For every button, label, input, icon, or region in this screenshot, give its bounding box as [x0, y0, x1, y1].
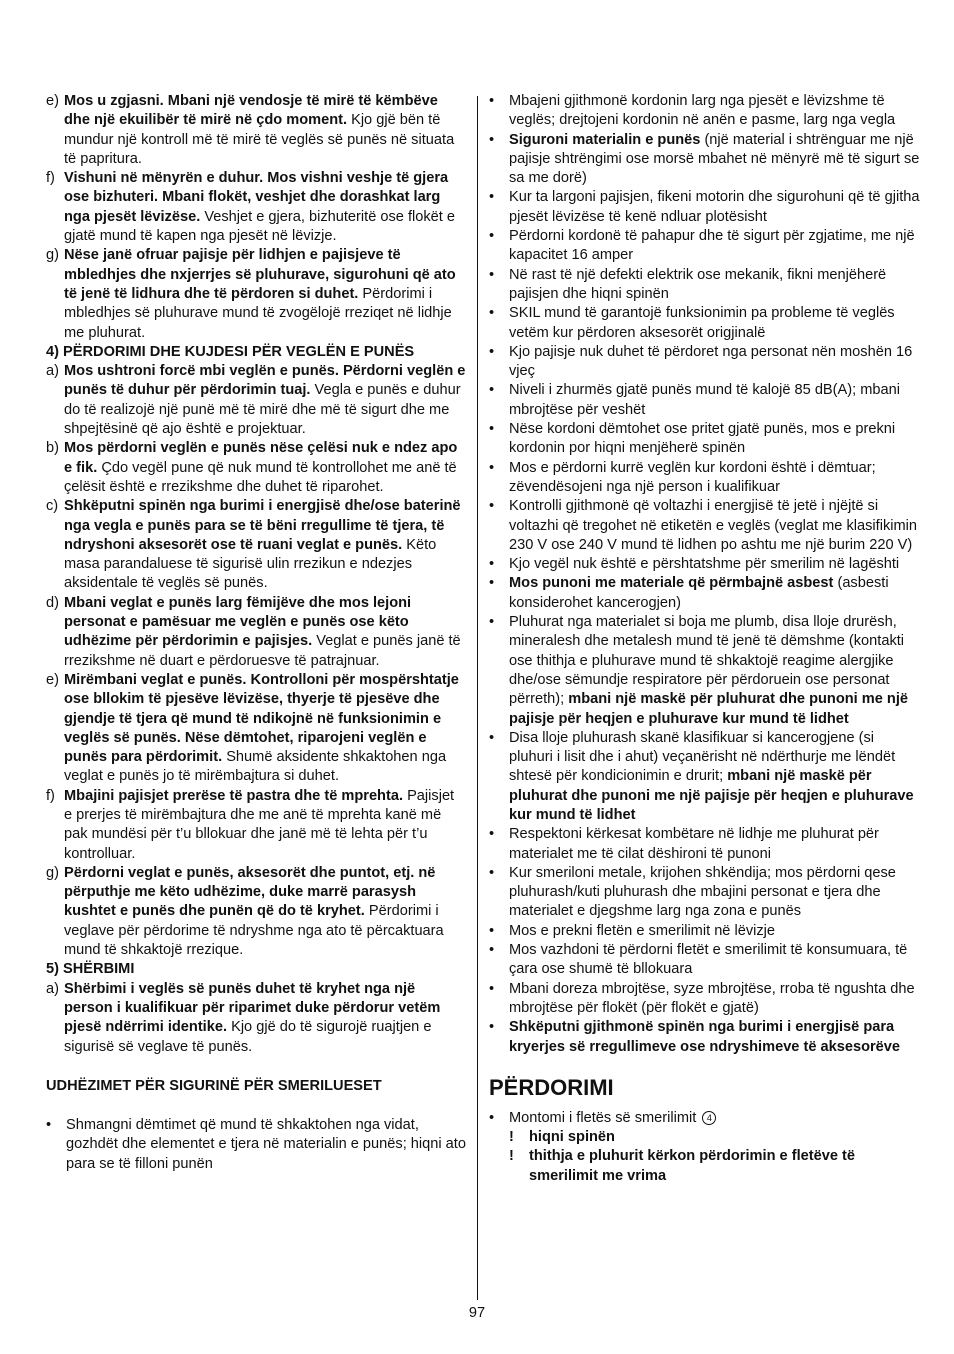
bullet-text: Në rast të një defekti elektrik ose mekanik, fikni menjëherë pajisjen dhe hiqni spinën — [509, 266, 887, 302]
item-text: Përdorimi i veglave për përdorime të ndryshme nga ato të përcaktuara mund të shkaktojë rrezique. — [64, 903, 444, 959]
item-text: Veglat e punës janë të rrezikshme në duart e përdoruesve të patrajnuar. — [64, 633, 461, 669]
item-text: Pajisjet e prerjes të mirëmbajtura dhe me anë të mprehta kanë më pak mundësi për t’u bllokuar dhe janë më të lehta për t’u kontrolluar. — [64, 787, 455, 862]
bullet-item — [489, 825, 921, 864]
item-marker: f) — [46, 170, 55, 187]
bullet-mark: • — [489, 93, 495, 109]
list-item — [46, 787, 466, 864]
bullet-item — [489, 980, 921, 1019]
warning-text: hiqni spinën — [529, 1129, 615, 1146]
bullet-mark: • — [489, 189, 495, 206]
warning-mark: ! — [509, 1148, 514, 1165]
item-text: Shumë aksidente shkaktohen nga veglat e punës jo të mirëmbajtura si duhet. — [64, 749, 447, 785]
grinder-safety-bullets-left — [46, 1116, 466, 1174]
bullet-text: Përdorni kordonë të pahapur dhe të sigurt për zgjatime, me një kapacitet 16 amper — [509, 228, 915, 264]
bullet-text: Kjo pajisje nuk duhet të përdoret nga personat nën moshën 16 vjeç — [509, 343, 913, 380]
list-item — [46, 362, 466, 439]
bullet-text: Nëse kordoni dëmtohet ose pritet gjatë punës, mos e prekni kordonin por hiqni menjëherë spinën — [509, 421, 896, 457]
usage-bullet-text: Montomi i fletës së smerilimit — [509, 1109, 697, 1126]
grinder-safety-heading: UDHËZIMET PËR SIGURINË PËR SMERILUESET — [46, 1077, 382, 1094]
bullet-item — [489, 381, 921, 420]
list-item — [46, 594, 466, 671]
list-item — [46, 980, 466, 1057]
item-bold-text: Shërbimi i veglës së punës duhet të kryhet nga një person i kualifikuar për riparimet duke përdorur vetëm pjesë ndërrimi identike. — [64, 980, 441, 1036]
bullet-item — [489, 266, 921, 305]
column-divider — [477, 96, 478, 1300]
bullet-mark: • — [489, 1019, 495, 1036]
page-number: 97 — [468, 1305, 486, 1321]
bullet-mark: • — [489, 305, 495, 322]
item-bold-text: Mos përdorni veglën e punës nëse çelësi nuk e ndez apo e fik. — [64, 440, 458, 476]
item-bold-text: Mbajini pajisjet prerëse të pastra dhe të mprehta. — [64, 787, 404, 804]
list-item — [46, 497, 466, 593]
bullet-item — [489, 555, 921, 574]
grinder-safety-bullets-right — [489, 92, 921, 1057]
bullet-text: (asbesti konsiderohet kancerogjen) — [509, 575, 889, 611]
item-text: Veshjet e gjera, bizhuteritë ose flokët e gjatë mund të kapen nga pjesët në lëvizje. — [64, 208, 456, 245]
list-item — [46, 246, 466, 342]
item-bold-text: Mbani veglat e punës larg fëmijëve dhe mos lejoni personat e pamësuar me veglën e punës ose këto udhëzime për përdorimin e pajisjes. — [64, 594, 412, 650]
bullet-text: Mos e përdorni kurrë veglën kur kordoni është i dëmtuar; zëvendësojeni nga një person i kualifikuar — [509, 459, 876, 495]
bullet-mark: • — [489, 826, 495, 843]
bullet-mark: • — [489, 575, 495, 592]
bullet-item — [489, 1018, 921, 1057]
bullet-item — [489, 497, 921, 555]
right-column — [489, 92, 921, 1186]
bullet-mark: • — [489, 459, 495, 476]
bullet-text: (një material i shtrënguar me një pajisje shtrëngimi ose morsë mbahet në mënyrë më të sigurt se sa me dorë) — [509, 131, 920, 187]
bullet-item — [489, 922, 921, 941]
item-marker: e) — [46, 93, 59, 109]
item-marker: b) — [46, 440, 59, 457]
bullet-text: Mbani doreza mbrojtëse, syze mbrojtëse, rroba të ngushta dhe mbrojtëse për flokët (për flokët e gjatë) — [509, 980, 915, 1016]
item-text: Vegla e punës e duhur do të realizojë një punë më të mirë dhe më të sigurt dhe me shpejtësinë që ajo është e projektuar. — [64, 382, 461, 438]
item-text: Çdo vegël pune që nuk mund të kontrollohet me anë të çelësit është e rrezikshme dhe duhet të riparohet. — [64, 459, 457, 495]
bullet-bold-text: Siguroni materialin e punës — [509, 131, 701, 148]
item-marker: c) — [46, 498, 59, 515]
bullet-item — [489, 574, 921, 613]
section-4-heading: 4) PËRDORIMI DHE KUJDESI PËR VEGLËN E PUNËS — [46, 343, 415, 360]
bullet-text: Pluhurat nga materialet si boja me plumb, disa lloje drurësh, mineralesh dhe metalesh mund të jenë të dëmshme (kontakti ose thithja e pluhurave mund të shkaktojë reagime alergjike dhe/ose sëmundje respiratore për përdoruein ose personat përreth); — [509, 614, 905, 708]
bullet-text: Kur ta largoni pajisjen, fikeni motorin dhe sigurohuni që të gjitha pjesët lëvizëse të kenë ndluar plotësisht — [509, 189, 920, 225]
warning-text: thithja e pluhurit kërkon përdorimin e fletëve të smerilimit me vrima — [529, 1148, 855, 1184]
bullet-item — [489, 343, 921, 382]
warning-note — [489, 1147, 921, 1186]
list-item — [46, 92, 466, 169]
warning-note — [489, 1128, 921, 1147]
item-bold-text: Mos ushtroni forcë mbi veglën e punës. Përdorni veglën e punës të duhur për përdorimin tuaj. — [64, 363, 466, 399]
safety-items-service — [46, 980, 466, 1057]
item-marker: a) — [46, 980, 59, 997]
bullet-text: Mos e prekni fletën e smerilimit në lëvizje — [509, 922, 776, 939]
bullet-text: Shmangni dëmtimet që mund të shkaktohen nga vidat, gozhdët dhe elementet e tjera në materialin e punës; hiqni ato para se të filloni punën — [66, 1117, 466, 1172]
figure-ref-circle: 4 — [702, 1111, 716, 1125]
bullet-text: SKIL mund të garantojë funksionimin pa probleme të veglës vetëm kur përdoren aksesorët origjinalë — [509, 305, 895, 341]
usage-heading: PËRDORIMI — [489, 1074, 614, 1100]
bullet-item — [489, 420, 921, 459]
bullet-mark: • — [489, 614, 495, 631]
bullet-item — [489, 864, 921, 922]
bullet-mark: • — [489, 1109, 495, 1126]
bullet-mark: • — [489, 266, 495, 283]
bullet-mark: • — [489, 421, 495, 438]
item-bold-text: Nëse janë ofruar pajisje për lidhjen e pajisjeve të mbledhjes dhe nxjerrjes së pluhurave, sigurohuni që ato të jenë të lidhura dhe të përdoren si duhet. — [64, 247, 456, 302]
bullet-text: Disa lloje pluhurash skanë klasifikuar si kancerogjene (si pluhuri i lisit dhe i ahut) veçanërisht në ndërthurje me lëndët shtesë për kondicionimin e drurit; — [509, 729, 896, 785]
bullet-item — [489, 729, 921, 825]
bullet-mark: • — [489, 864, 495, 881]
bullet-item — [489, 131, 921, 189]
bullet-item — [489, 92, 921, 131]
bullet-mark: • — [489, 729, 495, 746]
bullet-bold-end-text: mbani një maskë për pluhurat dhe punoni me një pajisje për heqjen e pluhurave kur mund të lidhet — [509, 691, 908, 727]
item-bold-text: Vishuni në mënyrën e duhur. Mos vishni veshje të gjera ose bizhuteri. Mbani flokët, veshjet dhe dorashkat larg nga pjesët lëvizëse. — [64, 170, 449, 225]
item-marker: g) — [46, 247, 59, 264]
bullet-mark: • — [489, 556, 495, 573]
bullet-text: Kjo vegël nuk është e përshtatshme për smerilim në lagështi — [509, 556, 900, 573]
item-marker: f) — [46, 787, 55, 804]
bullet-text: Mos vazhdoni të përdorni fletët e smerilimit të konsumuara, të çara ose shumë të bllokuara — [509, 942, 908, 978]
item-text: Kjo gjë bën të mundur një kontroll më të mirë të veglës së punës në situata të papritura. — [64, 112, 455, 167]
bullet-item — [489, 613, 921, 729]
usage-notes — [489, 1128, 921, 1186]
warning-mark: ! — [509, 1129, 514, 1146]
bullet-item — [489, 459, 921, 498]
item-marker: g) — [46, 864, 59, 881]
bullet-mark: • — [489, 942, 495, 959]
list-item — [46, 671, 466, 787]
bullet-bold-text: Mos punoni me materiale që përmbajnë asbest — [509, 575, 834, 592]
bullet-item — [489, 941, 921, 980]
bullet-item — [489, 227, 921, 266]
item-bold-text: Mirëmbani veglat e punës. Kontrolloni për mospërshtatje ose bllokim të pjesëve lëvizëse, thyerje të pjesëve dhe gjendje të tjera që mund të ndikojnë në funksionimin e veglës së punës. Nëse dëmtohet, riparojeni veglën e punës para përdorimit. — [64, 671, 459, 766]
item-bold-text: Mos u zgjasni. Mbani një vendosje të mirë të këmbëve dhe një ekuilibër të mirë në çdo moment. — [64, 93, 438, 129]
bullet-text: Respektoni kërkesat kombëtare në lidhje me pluhurat për materialet me të cilat dëshironi të punoni — [509, 826, 879, 862]
bullet-item — [46, 1116, 466, 1174]
safety-items-use-care — [46, 362, 466, 960]
list-item — [46, 864, 466, 960]
bullet-mark: • — [489, 922, 495, 939]
bullet-text: Kur smeriloni metale, krijohen shkëndija; mos përdorni qese pluhurash/kuti pluhurash dhe mbajini personat e tjera dhe materialet e djegshme larg nga zona e punës — [509, 864, 896, 920]
bullet-text: Niveli i zhurmës gjatë punës mund të kalojë 85 dB(A); mbani mbrojtëse për veshët — [509, 382, 900, 418]
left-column — [46, 92, 466, 1174]
bullet-mark: • — [489, 343, 495, 360]
item-text: Përdorimi i mbledhjes së pluhurave mund të zvogëlojë rreziqet në lidhje me pluhurat. — [64, 285, 452, 341]
bullet-mark: • — [489, 131, 495, 148]
item-marker: d) — [46, 594, 59, 611]
safety-items-general — [46, 92, 466, 343]
bullet-mark: • — [489, 228, 495, 245]
bullet-item — [489, 304, 921, 343]
item-marker: e) — [46, 671, 59, 688]
bullet-bold-text: Shkëputni gjithmonë spinën nga burimi i energjisë para kryerjes së rregullimeve ose ndryshimeve të aksesorëve — [509, 1019, 901, 1055]
bullet-mark: • — [46, 1117, 52, 1134]
item-text: Kjo gjë do të sigurojë ruajtjen e sigurisë së veglave të punës. — [64, 1019, 432, 1055]
bullet-mark: • — [489, 498, 495, 515]
item-marker: a) — [46, 363, 59, 380]
item-text: Këto masa parandaluese të sigurisë ulin rrezikun e ndezjes aksidentale të veglës së punës. — [64, 536, 437, 592]
bullet-mark: • — [489, 980, 495, 997]
bullet-mark: • — [489, 382, 495, 399]
bullet-item — [489, 188, 921, 227]
item-bold-text: Shkëputni spinën nga burimi i energjisë dhe/ose baterinë nga vegla e punës para se të bëni rregullime të tjera, të ndryshoni aksesorët ose të ruani veglat e punës. — [64, 498, 461, 553]
item-bold-text: Përdorni veglat e punës, aksesorët dhe puntot, etj. në përputhje me këto udhëzime, duke marrë parasysh kushtet e punës dhe punën që do të kryhet. — [64, 864, 436, 920]
bullet-text: Mbajeni gjithmonë kordonin larg nga pjesët e lëvizshme të veglës; drejtojeni kordonin në anën e pasme, larg nga vegla — [509, 93, 896, 129]
usage-bullet — [489, 1109, 921, 1128]
list-item — [46, 169, 466, 246]
section-5-heading: 5) SHËRBIMI — [46, 961, 135, 978]
list-item — [46, 439, 466, 497]
bullet-text: Kontrolli gjithmonë që voltazhi i energjisë të jetë i njëjtë si voltazhi që tregohet në etiketën e veglës (veglat me klasifikimin 230 V ose 240 V mund të lidhen po ashtu me një burim 220 V) — [509, 498, 918, 553]
bullet-bold-end-text: mbani një maskë për pluhurat dhe punoni me një pajisje për heqjen e pluhurave kur mund të lidhet — [509, 768, 914, 823]
